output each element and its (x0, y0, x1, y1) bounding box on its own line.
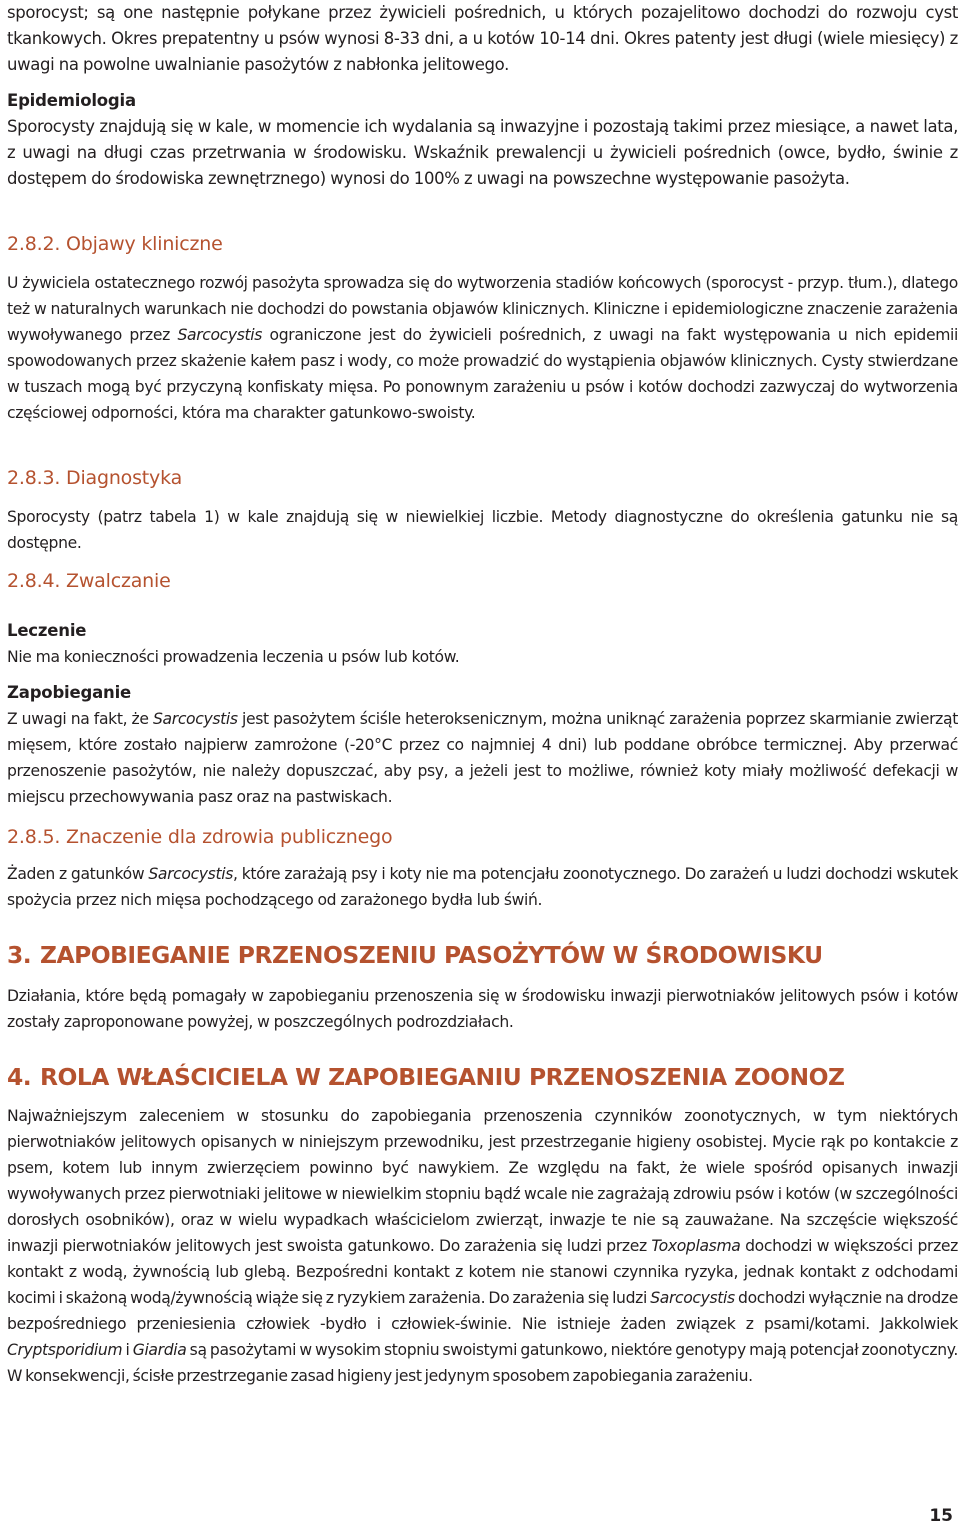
text-run: ograniczone jest do żywicieli pośrednich, z uwagi na fakt występowania u nich epidemii spowodowanych przez skażenie kałem pasz i wody, co może prowadzić do wystąpienia objawów klinicznych. Cysty stwierdzane w tuszach mogą być przyczyną konfiskaty mięsa. Po ponownym zarażeniu u psów i kotów dochodzi zazwyczaj do wytworzenia częściowej odporności, która ma charakter gatunkowo-swoisty. (7, 326, 958, 422)
text-run: Żaden z gatunków (7, 865, 149, 883)
treatment-title: Leczenie (7, 621, 87, 640)
page-number: 15 (929, 1506, 953, 1526)
section-3-heading (7, 940, 823, 970)
section-4-paragraph (7, 1103, 958, 1389)
intro-paragraph: sporocyst; są one następnie połykane przez żywicieli pośrednich, u których pozajelitowo dochodzi do rozwoju cyst tkankowych. Okres prepatentny u psów wynosi 8-33 dni, a u kotów 10-14 dni. Okres patenty jest długi (wiele miesięcy) z uwagi na powolne uwalnianie pasożytów z nabłonka jelitowego. (7, 3, 958, 74)
section-4-number: 4. (7, 1063, 32, 1091)
text-run: U żywiciela ostatecznego rozwój pasożyta sprowadza się do wytworzenia stadiów końcowych (sporocyst - przyp. tłum.), dlatego też w naturalnych warunkach nie dochodzi do powstania objawów klinicznych. Kliniczne i epidemiologiczne znaczenie zarażenia wywoływanego przez (7, 274, 958, 344)
epidemiology-paragraph: Sporocysty znajdują się w kale, w momencie ich wydalania są inwazyjne i pozostają takimi przez miesiące, a nawet lata, z uwagi na długi czas przetrwania w środowisku. Wskaźnik prewalencji u żywicieli pośrednich (owce, bydło, świnie z dostępem do środowiska zewnętrznego) wynosi do 100% z uwagi na powszechne występowanie pasożyta. (7, 117, 958, 188)
italic-genus-name: Sarcocystis (153, 710, 238, 728)
text-run: dochodzi w większości przez kontakt z wodą, żywnością lub glebą. Bezpośredni kontakt z kotem nie stanowi czynnika ryzyka, jednak kontakt z odchodami kocimi i skażoną wodą/żywnością wiąże się z ryzykiem zarażenia. Do zarażenia się ludzi (7, 1237, 958, 1307)
text-run: , które zarażają psy i koty nie ma potencjału zoonotycznego. Do zarażeń u ludzi dochodzi wskutek spożycia przez nich mięsa pochodzącego od zarażonego bydła lub świń. (7, 865, 958, 909)
section-4-title: ROLA WŁAŚCICIELA W ZAPOBIEGANIU PRZENOSZENIA ZOONOZ (40, 1063, 845, 1091)
section-2-8-4-heading: 2.8.4. Zwalczanie (7, 570, 171, 592)
epidemiology-title: Epidemiologia (7, 91, 136, 110)
italic-genus-name: Sarcocystis (148, 865, 233, 883)
italic-genus-name: Sarcocystis (177, 326, 263, 344)
italic-genus-name: Cryptsporidium (7, 1341, 123, 1359)
text-run: są pasożytami w wysokim stopniu swoistymi gatunkowo, niektóre genotypy mają potencjał zoonotyczny. W konsekwencji, ścisłe przestrzeganie zasad higieny jest jedynym sposobem zapobiegania zarażeniu. (7, 1341, 959, 1385)
text-run: dochodzi wyłącznie na drodze bezpośredniego przeniesienia człowiek -bydło i człowiek-świnie. Nie istnieje żaden związek z psami/kotami. Jakkolwiek (7, 1289, 959, 1333)
section-2-8-2-paragraph (7, 270, 958, 426)
text-run: i (122, 1341, 133, 1359)
prevention-title: Zapobieganie (7, 683, 132, 702)
section-3-title: ZAPOBIEGANIE PRZENOSZENIU PASOŻYTÓW W ŚRODOWISKU (40, 941, 823, 969)
text-run: Najważniejszym zaleceniem w stosunku do zapobiegania przenoszenia czynników zoonotycznych, w tym niektórych pierwotniaków jelitowych opisanych w niniejszym przewodniku, jest przestrzeganie higieny osobistej. Mycie rąk po kontakcie z psem, kotem lub innym zwierzęciem powinno być nawykiem. Ze względu na fakt, że wiele spośród opisanych inwazji wywoływanych przez pierwotniaki jelitowe w niewielkim stopniu bądź wcale nie zagrażają zdrowiu psów i kotów (w szczególności dorosłych osobników), oraz w wielu wypadkach właścicielom zwierząt, inwazje te nie są zauważane. Na szczęście większość inwazji pierwotniaków jelitowych jest swoista gatunkowo. Do zarażenia się ludzi przez (7, 1107, 958, 1255)
section-4-heading (7, 1062, 844, 1092)
italic-genus-name: Giardia (132, 1341, 187, 1359)
section-2-8-3-paragraph: Sporocysty (patrz tabela 1) w kale znajdują się w niewielkiej liczbie. Metody diagnostyczne do określenia gatunku nie są dostępne. (7, 508, 958, 552)
text-run: jest pasożytem ściśle heteroksenicznym, można uniknąć zarażenia poprzez skarmianie zwierząt mięsem, które zostało najpierw zamrożone (-20°C przez co najmniej 4 dni) lub poddane obróbce termicznej. Aby przerwać przenoszenie pasożytów, nie należy dopuszczać, aby psy, a jeżeli jest to możliwe, również koty miały możliwość defekacji w miejscu przechowywania pasz oraz na pastwiskach. (7, 710, 958, 806)
section-3-number: 3. (7, 941, 32, 969)
section-2-8-5-paragraph (7, 861, 958, 913)
italic-genus-name: Toxoplasma (651, 1237, 741, 1255)
prevention-paragraph (7, 706, 958, 810)
section-2-8-2-heading: 2.8.2. Objawy kliniczne (7, 233, 223, 255)
italic-genus-name: Sarcocystis (650, 1289, 735, 1307)
section-3-paragraph: Działania, które będą pomagały w zapobieganiu przenoszenia się w środowisku inwazji pierwotniaków jelitowych psów i kotów zostały zaproponowane powyżej, w poszczególnych podrozdziałach. (7, 987, 958, 1031)
text-run: Z uwagi na fakt, że (7, 710, 153, 728)
treatment-paragraph: Nie ma konieczności prowadzenia leczenia u psów lub kotów. (7, 648, 460, 666)
section-2-8-3-heading: 2.8.3. Diagnostyka (7, 467, 183, 489)
section-2-8-5-heading: 2.8.5. Znaczenie dla zdrowia publicznego (7, 826, 393, 848)
